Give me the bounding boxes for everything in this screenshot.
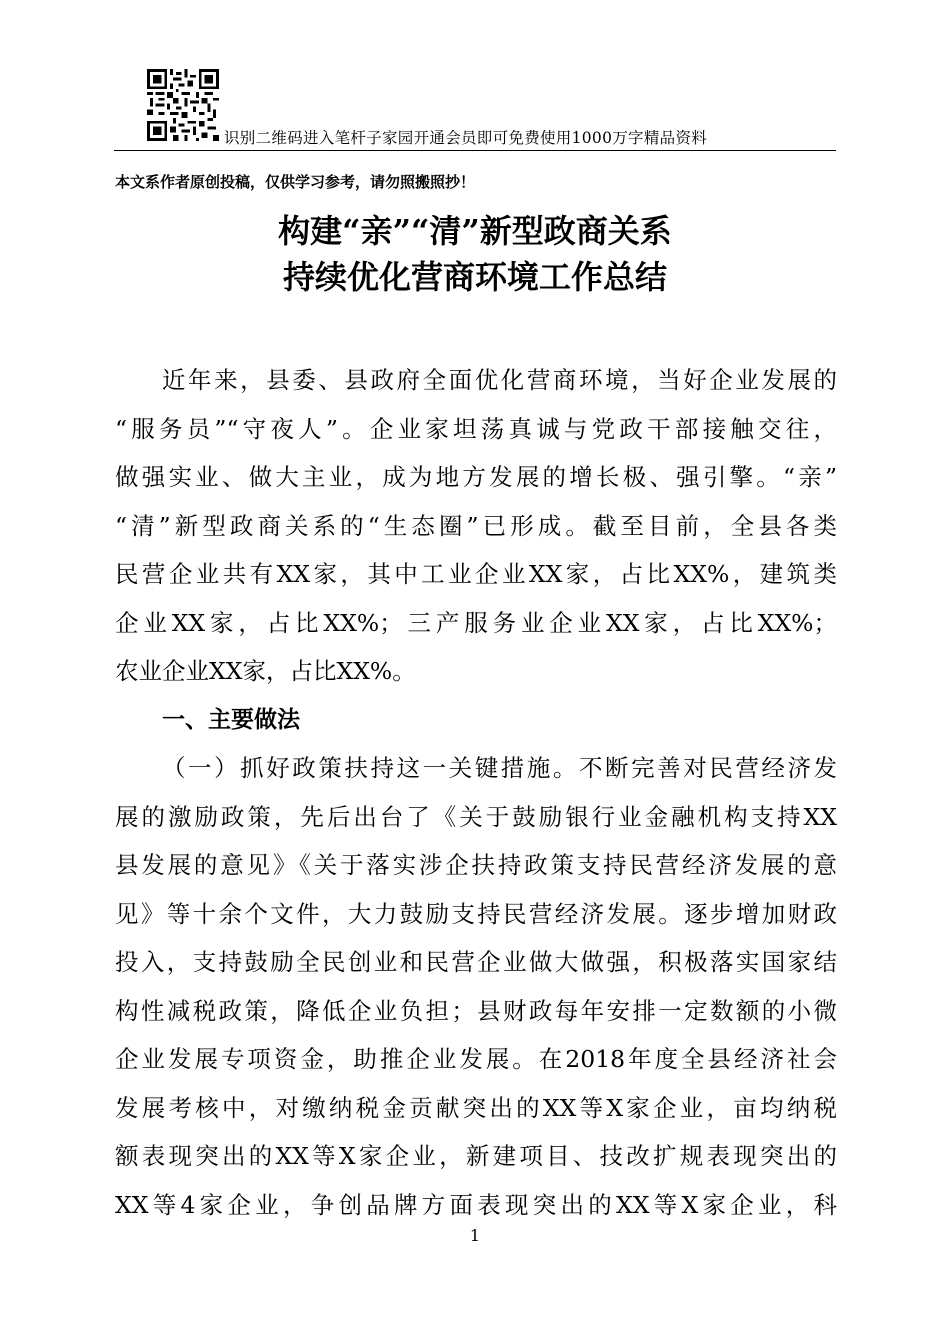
section-line: 发展考核中，对缴纳税金贡献突出的XX等X家企业，亩均纳税 <box>115 1093 837 1122</box>
header-divider <box>114 150 836 151</box>
section-line: 展的激励政策，先后出台了《关于鼓励银行业金融机构支持XX <box>115 802 837 831</box>
copyright-notice: 本文系作者原创投稿，仅供学习参考，请勿照搬照抄！ <box>115 173 476 191</box>
intro-line: 农业企业XX家，占比XX%。 <box>115 657 416 685</box>
section-heading: 一、主要做法 <box>162 706 300 733</box>
document-body <box>115 356 837 1229</box>
section-line: 见》等十余个文件，大力鼓励支持民营经济发展。逐步增加财政 <box>115 899 837 928</box>
section-line: XX等4家企业，争创品牌方面表现突出的XX等X家企业，科 <box>115 1190 837 1219</box>
intro-line: “清”新型政商关系的“生态圈”已形成。截至目前，全县各类 <box>115 511 837 540</box>
qr-code-icon[interactable] <box>147 69 219 141</box>
intro-line: 民营企业共有XX家，其中工业企业XX家，占比XX%，建筑类 <box>115 560 837 588</box>
section-line: 投入，支持鼓励全民创业和民营企业做大做强，积极落实国家结 <box>115 948 837 976</box>
section-line: 企业发展专项资金，助推企业发展。在2018年度全县经济社会 <box>115 1045 837 1073</box>
section-line: 县发展的意见》《关于落实涉企扶持政策支持民营经济发展的意 <box>115 851 837 879</box>
section-line: 构性减税政策，降低企业负担；县财政每年安排一定数额的小微 <box>115 996 837 1025</box>
intro-line: 企业XX家，占比XX%；三产服务业企业XX家，占比XX%； <box>115 608 837 637</box>
intro-line: “服务员”“守夜人”。企业家坦荡真诚与党政干部接触交往， <box>115 414 837 443</box>
section-line: 额表现突出的XX等X家企业，新建项目、技改扩规表现突出的 <box>115 1142 837 1170</box>
header-banner-text: 识别二维码进入笔杆子家园开通会员即可免费使用1000万字精品资料 <box>224 129 708 147</box>
document-title-line-2: 持续优化营商环境工作总结 <box>282 258 667 296</box>
intro-line: 近年来，县委、县政府全面优化营商环境，当好企业发展的 <box>162 366 837 394</box>
document-title-line-1: 构建“亲”“清”新型政商关系 <box>278 212 672 250</box>
page-number: 1 <box>469 1226 481 1245</box>
intro-line: 做强实业、做大主业，成为地方发展的增长极、强引擎。“亲” <box>115 463 837 491</box>
section-line: （一）抓好政策扶持这一关键措施。不断完善对民营经济发 <box>162 754 837 782</box>
